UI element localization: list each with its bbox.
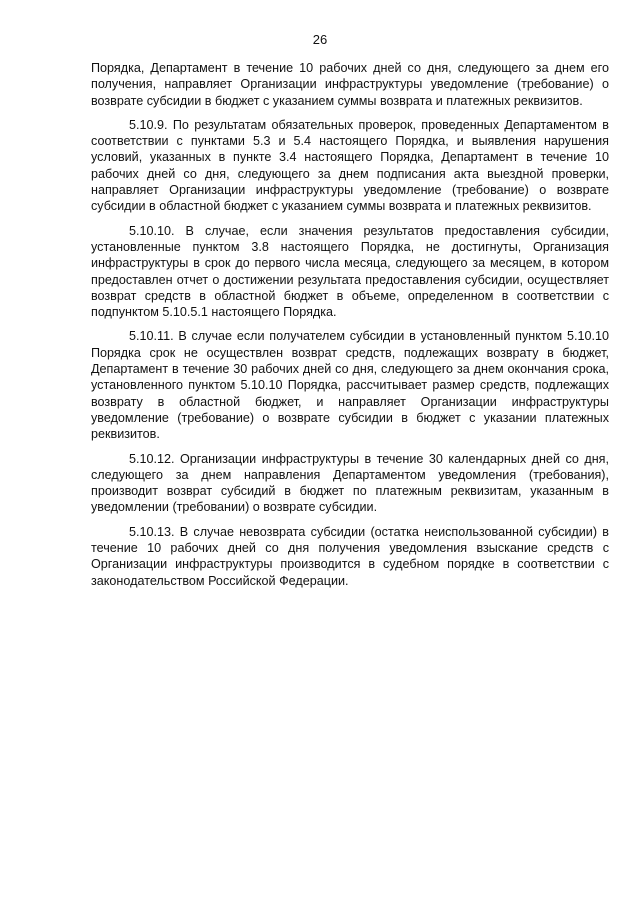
paragraph-5-10-10: 5.10.10. В случае, если значения результатов предоставления субсидии, установленные пунктом 3.8 настоящего Порядка, не достигнуты, Организация инфраструктуры в срок до первого числа месяца, следующего за месяцем, в котором предоставлен отчет о достижении результата предоставления субсидии, осуществляет возврат средств в областной бюджет в объеме, определенном в соответствии с подпунктом 5.10.5.1 настоящего Порядка. — [91, 223, 609, 320]
paragraph-5-10-9: 5.10.9. По результатам обязательных проверок, проведенных Департаментом в соответствии с пунктами 5.3 и 5.4 настоящего Порядка, и выявления нарушения условий, указанных в пункте 3.4 настоящего Порядка, Департамент в течение 10 рабочих дней со дня, следующего за днем подписания акта выездной проверки, направляет Организации инфраструктуры уведомление (требование) о возврате субсидии в областной бюджет с указанием суммы возврата и платежных реквизитов. — [91, 117, 609, 214]
paragraph-5-10-11: 5.10.11. В случае если получателем субсидии в установленный пунктом 5.10.10 Порядка срок не осуществлен возврат средств, подлежащих возврату в бюджет, Департамент в течение 30 рабочих дней со дня, следующего за днем окончания срока, установленного пунктом 5.10.10 Порядка, рассчитывает размер средств, подлежащих возврату в областной бюджет, и направляет Организации инфраструктуры уведомление (требование) о возврате субсидии в бюджет с указании платежных реквизитов. — [91, 329, 609, 442]
document-body — [91, 60, 609, 597]
paragraph-5-10-12: 5.10.12. Организации инфраструктуры в течение 30 календарных дней со дня, следующего за днем направления Департаментом уведомления (требования), производит возврат субсидий в бюджет по платежным реквизитам, указанным в уведомлении (требовании) о возврате субсидии. — [91, 451, 609, 515]
paragraph-continuation: Порядка, Департамент в течение 10 рабочих дней со дня, следующего за днем его получения, направляет Организации инфраструктуры уведомление (требование) о возврате субсидии в бюджет с указанием суммы возврата и платежных реквизитов. — [91, 61, 609, 108]
page-number: 26 — [312, 32, 328, 47]
paragraph-5-10-13: 5.10.13. В случае невозврата субсидии (остатка неиспользованной субсидии) в течение 10 рабочих дней со дня получения уведомления взыскание средств с Организации инфраструктуры производится в судебном порядке в соответствии с законодательством Российской Федерации. — [91, 524, 609, 588]
